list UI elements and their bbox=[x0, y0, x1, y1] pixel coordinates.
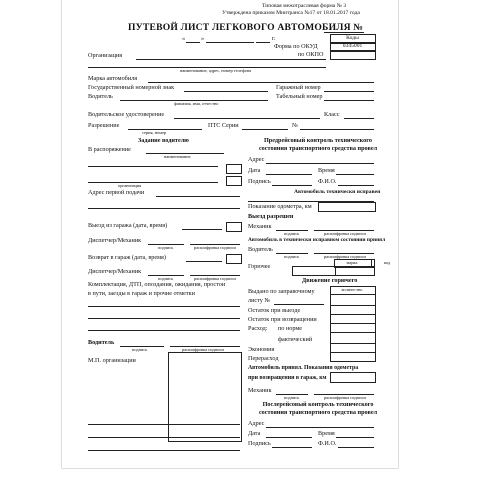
notes-field-2[interactable] bbox=[88, 318, 240, 319]
car-brand-field[interactable] bbox=[148, 82, 374, 83]
disposal-name-hint: наименование bbox=[164, 154, 191, 159]
organization-field[interactable] bbox=[136, 59, 326, 60]
driver-decode-hint-right: расшифровка подписи bbox=[324, 254, 366, 259]
notes-label-2: в пути, заезды в гараж и прочие отметки bbox=[88, 290, 195, 297]
post-address-label: Адрес bbox=[248, 420, 265, 427]
bottom-left-line-3[interactable] bbox=[88, 450, 240, 451]
precheck-heading-1: Предрейсовый контроль технического bbox=[263, 137, 373, 144]
pre-time-field[interactable] bbox=[336, 174, 374, 175]
pts-number-label: № bbox=[292, 122, 298, 129]
pre-date-label: Дата bbox=[248, 167, 261, 174]
okud-label: Форма по ОКУД bbox=[274, 43, 318, 50]
mechanic-sign-hint-1: подпись bbox=[284, 231, 300, 236]
year-label: г. bbox=[272, 35, 276, 42]
notes-field-3[interactable] bbox=[88, 330, 240, 331]
mechanic-decode-hint-1: расшифровка подписи bbox=[324, 231, 366, 236]
plate-field[interactable] bbox=[184, 91, 268, 92]
organization-hint: наименование, адрес, номер телефона bbox=[180, 68, 252, 73]
postcheck-heading-2: состояния транспортного средства провел bbox=[258, 409, 378, 416]
tab-number-field[interactable] bbox=[324, 100, 374, 101]
driver-decode-hint: расшифровка подписи bbox=[182, 347, 224, 352]
approval-line: Утверждена приказом Минтранса №17 от 18.01.2017 года bbox=[222, 10, 360, 16]
post-sign-field[interactable] bbox=[272, 447, 312, 448]
exit-garage-time-box[interactable] bbox=[226, 222, 242, 232]
date-close-quote: » bbox=[201, 35, 205, 42]
issued-label: Выдано по заправочному bbox=[248, 288, 315, 295]
notes-field-1[interactable] bbox=[88, 306, 240, 307]
pre-date-field[interactable] bbox=[266, 174, 312, 175]
stamp-area bbox=[168, 352, 242, 442]
post-time-label: Время bbox=[318, 430, 335, 437]
task-heading: Задание водителю bbox=[138, 137, 189, 144]
garage-number-field[interactable] bbox=[324, 91, 374, 92]
mechanic-label-1: Механик bbox=[248, 223, 272, 230]
driver-hint: фамилия, имя, отчество bbox=[174, 101, 219, 106]
okpo-label: по ОКПО bbox=[298, 51, 324, 58]
class-field[interactable] bbox=[344, 118, 374, 119]
fuel-grade-text: марка bbox=[346, 260, 358, 265]
return-garage-time-box[interactable] bbox=[226, 254, 242, 264]
rest-return-label: Остаток при возвращении bbox=[248, 316, 317, 323]
license-label: Водительское удостоверение bbox=[88, 111, 165, 118]
okud-value: 0345001 bbox=[342, 42, 363, 49]
stamp-label: М.П. организации bbox=[88, 357, 136, 364]
quantity-text: количество bbox=[341, 287, 363, 292]
dispatcher-label-1: Диспетчер/Механик bbox=[88, 237, 142, 244]
exit-garage-field[interactable] bbox=[182, 229, 222, 230]
consumption-label: Расход: bbox=[248, 325, 268, 332]
overspend-label: Перерасход bbox=[248, 355, 279, 362]
car-brand-label: Марка автомобиля bbox=[88, 75, 138, 82]
fuel-move-heading: Движение горючего bbox=[302, 277, 358, 284]
post-sign-label: Подпись bbox=[248, 440, 271, 447]
waybill-number-line[interactable] bbox=[324, 32, 364, 33]
fuel-code-cell[interactable] bbox=[334, 266, 375, 276]
organization-code-box[interactable] bbox=[226, 176, 242, 186]
post-fio-field[interactable] bbox=[338, 447, 374, 448]
organization-hint-left: организация bbox=[118, 183, 142, 188]
series-hint: серия, номер bbox=[142, 130, 167, 135]
disposal-code-box[interactable] bbox=[226, 164, 242, 174]
driver-sign-label: Водитель bbox=[88, 339, 115, 346]
car-accepted-label: Автомобиль принял. Показания одометра bbox=[248, 365, 359, 371]
pre-fio-field[interactable] bbox=[338, 185, 374, 186]
mechanic-decode-hint-2: расшифровка подписи bbox=[324, 395, 366, 400]
pre-sign-field[interactable] bbox=[272, 185, 312, 186]
mechanic-label-2: Механик bbox=[248, 387, 272, 394]
dispatcher-decode-hint-2: расшифровка подписи bbox=[194, 276, 236, 281]
organization-line-left[interactable] bbox=[88, 182, 218, 183]
mechanic-sign-hint-2: подпись bbox=[284, 395, 300, 400]
by-norm-label: по норме bbox=[278, 325, 303, 332]
sheet-no-label: листу № bbox=[248, 297, 271, 304]
waybill-sheet bbox=[62, 0, 398, 468]
return-odometer-box[interactable] bbox=[330, 372, 376, 383]
post-date-field[interactable] bbox=[266, 437, 312, 438]
dispatcher-sign-hint-2: подпись bbox=[158, 276, 174, 281]
precheck-heading-2: состояния транспортного средства провел bbox=[258, 145, 378, 152]
post-time-field[interactable] bbox=[336, 437, 374, 438]
overspend-qty[interactable] bbox=[330, 352, 376, 362]
notes-label-1: Комплектация, ДТП, опоздания, ожидания, простои bbox=[88, 281, 226, 288]
actual-label: фактический bbox=[278, 336, 313, 343]
postcheck-heading-1: Послерейсовый контроль технического bbox=[262, 401, 374, 408]
permit-label: Разрешение bbox=[88, 122, 120, 129]
first-address-label: Адрес первой подачи bbox=[88, 189, 145, 196]
license-field[interactable] bbox=[174, 118, 320, 119]
accepted-ok-label: Автомобиль в технически исправном состоянии принял bbox=[248, 237, 386, 243]
driver-sign-hint: подпись bbox=[132, 347, 148, 352]
odometer-label: Показание одометра, км bbox=[248, 203, 312, 210]
day-field[interactable] bbox=[186, 42, 200, 43]
fuel-label: Горючее bbox=[248, 263, 271, 270]
pre-address-field[interactable] bbox=[266, 163, 374, 164]
exit-garage-label: Выезд из гаража (дата, время) bbox=[88, 222, 168, 229]
bottom-left-line-1[interactable] bbox=[88, 424, 240, 425]
bottom-left-line-2[interactable] bbox=[88, 437, 240, 438]
driver-label-right: Водитель bbox=[248, 246, 273, 253]
tab-number-label: Табельный номер bbox=[276, 93, 323, 100]
pre-time-label: Время bbox=[318, 167, 335, 174]
garage-number-label: Гаражный номер bbox=[276, 84, 321, 91]
form-type-line: Типовая межотраслевая форма № 3 bbox=[262, 3, 347, 9]
fuel-code-text: код bbox=[383, 260, 391, 265]
month-field[interactable] bbox=[206, 42, 254, 43]
fuel-grade-cell[interactable] bbox=[292, 266, 336, 276]
first-address-field[interactable] bbox=[156, 196, 240, 197]
form-title: ПУТЕВОЙ ЛИСТ ЛЕГКОВОГО АВТОМОБИЛЯ № bbox=[128, 22, 364, 33]
driver-label: Водитель bbox=[88, 93, 113, 100]
pre-fio-label: Ф.И.О. bbox=[318, 178, 337, 185]
disposal-field-2[interactable] bbox=[88, 166, 218, 167]
exit-allowed-label: Выезд разрешен bbox=[248, 213, 294, 220]
car-ok-label: Автомобиль технически исправен bbox=[294, 189, 381, 195]
okpo-cell[interactable] bbox=[330, 50, 376, 60]
dispatcher-sign-hint-1: подпись bbox=[158, 245, 174, 250]
pts-number-field[interactable] bbox=[300, 129, 374, 130]
first-address-field-2[interactable] bbox=[88, 208, 240, 209]
rest-exit-label: Остаток при выезде bbox=[248, 307, 301, 314]
dispatcher-decode-hint-1: расшифровка подписи bbox=[194, 245, 236, 250]
return-garage-label: Возврат в гараж (дата, время) bbox=[88, 254, 166, 261]
return-garage-field[interactable] bbox=[186, 261, 222, 262]
odometer-box[interactable] bbox=[318, 202, 376, 212]
driver-sign-hint-right: подпись bbox=[284, 254, 300, 259]
year-field[interactable] bbox=[256, 42, 270, 43]
codes-header: Коды bbox=[346, 34, 359, 41]
disposal-label: В распоряжение bbox=[88, 146, 131, 153]
economy-label: Экономия bbox=[248, 346, 275, 353]
sheet-no-field[interactable] bbox=[274, 304, 324, 305]
pts-series-field[interactable] bbox=[242, 129, 288, 130]
organization-label: Организация bbox=[88, 52, 123, 59]
class-label: Класс bbox=[324, 111, 340, 118]
dispatcher-label-2: Диспетчер/Механик bbox=[88, 268, 142, 275]
pre-sign-label: Подпись bbox=[248, 178, 271, 185]
on-return-label: при возвращении в гараж, км bbox=[248, 375, 327, 381]
post-address-field[interactable] bbox=[266, 427, 374, 428]
pre-address-label: Адрес bbox=[248, 156, 265, 163]
post-date-label: Дата bbox=[248, 430, 261, 437]
date-open-quote: « bbox=[182, 35, 186, 42]
post-fio-label: Ф.И.О. bbox=[318, 440, 337, 447]
pts-label: ПТС Серии bbox=[208, 122, 239, 129]
plate-label: Государственный номерной знак bbox=[88, 84, 175, 91]
